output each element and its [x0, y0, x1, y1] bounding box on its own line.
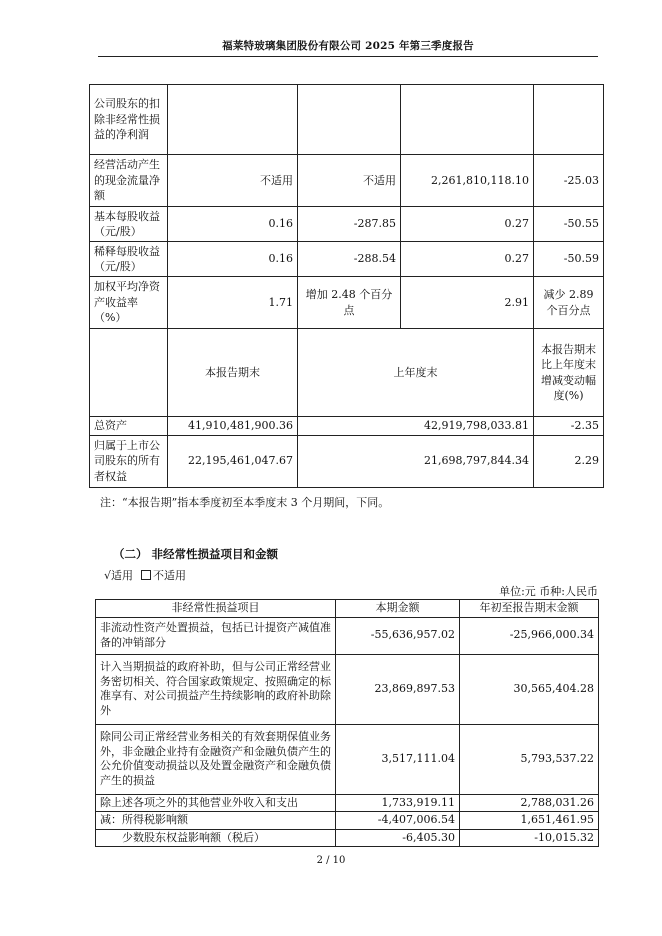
column-header: 本期金额 [336, 600, 460, 618]
cell-value: 23,869,897.53 [336, 654, 460, 724]
table-row [90, 417, 604, 436]
table-row [90, 277, 604, 329]
cell-value: -287.85 [298, 207, 401, 242]
cell-value: -55,636,957.02 [336, 617, 460, 654]
unchecked-box-icon [141, 570, 151, 580]
column-header: 非经常性损益项目 [96, 600, 336, 618]
cell-value: 0.27 [401, 242, 534, 277]
table-row [90, 435, 604, 487]
table-subheader-row [90, 329, 604, 417]
table-row [90, 155, 604, 207]
cell-value: 2,261,810,118.10 [401, 155, 534, 207]
cell-value: -6,405.30 [336, 829, 460, 847]
cell-value: 1,733,919.11 [336, 794, 460, 812]
table-row [96, 812, 599, 830]
table-row [90, 207, 604, 242]
cell-value: 0.16 [168, 207, 298, 242]
cell-value: -2.35 [534, 417, 604, 436]
section-heading: （二） 非经常性损益项目和金额 [113, 547, 279, 561]
table-row [96, 654, 599, 724]
cell-value: 30,565,404.28 [460, 654, 599, 724]
table-header-row [96, 600, 599, 618]
cell-value: -50.55 [534, 207, 604, 242]
cell-value: -4,407,006.54 [336, 812, 460, 830]
cell-value: 1,651,461.95 [460, 812, 599, 830]
cell-value [534, 85, 604, 155]
row-label: 经营活动产生的现金流量净额 [90, 155, 168, 207]
table-row [96, 829, 599, 847]
row-label: 稀释每股收益（元/股） [90, 242, 168, 277]
option-applicable: √适用 [104, 569, 134, 582]
cell-value: 3,517,111.04 [336, 724, 460, 794]
page-number: 2 / 10 [316, 855, 346, 866]
header-divider [98, 56, 598, 57]
cell-value: 0.16 [168, 242, 298, 277]
cell-value: 42,919,798,033.81 [298, 417, 534, 436]
cell-value: 21,698,797,844.34 [298, 435, 534, 487]
cell-value: -288.54 [298, 242, 401, 277]
column-header: 本报告期末比上年度末增减变动幅度(%) [534, 329, 604, 417]
item-label: 非流动性资产处置损益，包括已计提资产减值准备的冲销部分 [96, 617, 336, 654]
table-row [96, 794, 599, 812]
cell-value: 2.91 [401, 277, 534, 329]
table-row [96, 617, 599, 654]
cell-value: 不适用 [168, 155, 298, 207]
footnote: 注：“本报告期”指本季度初至本季度末 3 个月期间，下同。 [100, 496, 390, 509]
cell-value: 1.71 [168, 277, 298, 329]
item-label: 少数股东权益影响额（税后） [96, 829, 336, 847]
key-indicators-table [89, 84, 604, 488]
cell-value: 0.27 [401, 207, 534, 242]
option-not-applicable: 不适用 [153, 569, 187, 582]
item-label: 除同公司正常经营业务相关的有效套期保值业务外，非金融企业持有金融资产和金融负债产生的公允价值变动损益以及处置金融资产和金融负债产生的损益 [96, 724, 336, 794]
item-label: 除上述各项之外的其他营业外收入和支出 [96, 794, 336, 812]
cell-value: 2,788,031.26 [460, 794, 599, 812]
table-row [96, 724, 599, 794]
cell-value: 不适用 [298, 155, 401, 207]
cell-value [298, 85, 401, 155]
cell-value: 41,910,481,900.36 [168, 417, 298, 436]
cell-value: 5,793,537.22 [460, 724, 599, 794]
item-label: 减：所得税影响额 [96, 812, 336, 830]
cell-value: -50.59 [534, 242, 604, 277]
cell-value: 减少 2.89 个百分点 [534, 277, 604, 329]
column-header: 本报告期末 [168, 329, 298, 417]
row-label: 总资产 [90, 417, 168, 436]
item-label: 计入当期损益的政府补助，但与公司正常经营业务密切相关、符合国家政策规定、按照确定的标准享有、对公司损益产生持续影响的政府补助除外 [96, 654, 336, 724]
cell-value: -25.03 [534, 155, 604, 207]
table-row [90, 242, 604, 277]
row-label: 基本每股收益（元/股） [90, 207, 168, 242]
cell-value: 2.29 [534, 435, 604, 487]
cell-value: -10,015.32 [460, 829, 599, 847]
cell-value: -25,966,000.34 [460, 617, 599, 654]
applicability-options [104, 567, 186, 583]
cell-value: 22,195,461,047.67 [168, 435, 298, 487]
non-recurring-items-table [95, 599, 599, 847]
column-header: 年初至报告期末金额 [460, 600, 599, 618]
page-header-title: 福莱特玻璃集团股份有限公司 2025 年第三季度报告 [222, 40, 474, 52]
row-label: 加权平均净资产收益率（%） [90, 277, 168, 329]
table-row [90, 85, 604, 155]
cell-value: 增加 2.48 个百分点 [298, 277, 401, 329]
row-label: 公司股东的扣除非经常性损益的净利润 [90, 85, 168, 155]
cell-value [401, 85, 534, 155]
column-header: 上年度末 [298, 329, 534, 417]
currency-units: 单位:元 币种:人民币 [499, 585, 598, 598]
empty-cell [90, 329, 168, 417]
cell-value [168, 85, 298, 155]
row-label: 归属于上市公司股东的所有者权益 [90, 435, 168, 487]
